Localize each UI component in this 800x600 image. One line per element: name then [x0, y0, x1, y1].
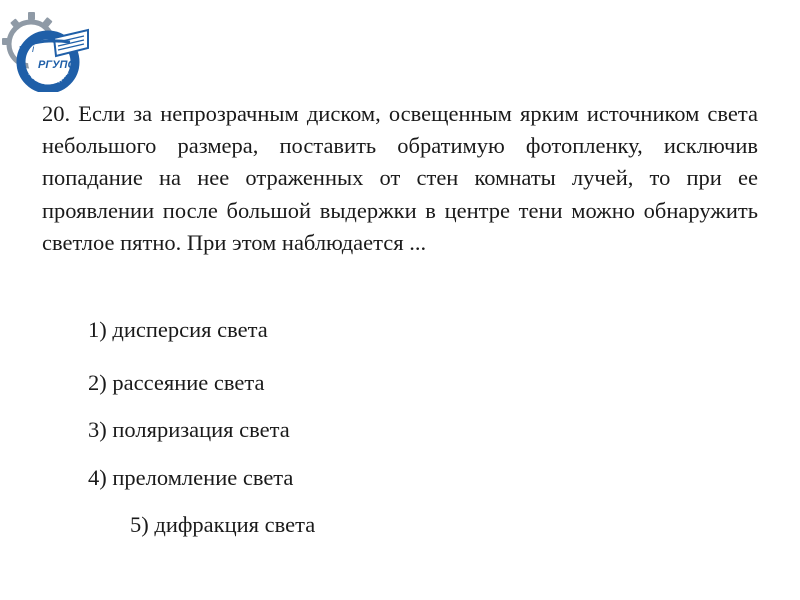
svg-text:i: i: [32, 44, 35, 55]
logo-label: РГУПС: [38, 59, 76, 71]
answer-option-4[interactable]: 4) преломление света: [88, 465, 294, 490]
answer-option-2[interactable]: 2) рассеяние света: [88, 370, 265, 395]
logo-ring-text: РОСТОВ-НА-ДОНУ: [26, 69, 72, 87]
answer-option-1[interactable]: 1) дисперсия света: [88, 317, 268, 342]
answer-option-3[interactable]: 3) поляризация света: [88, 417, 290, 442]
answer-option-5[interactable]: 5) дифракция света: [130, 512, 316, 537]
question-text: 20. Если за непрозрачным диском, освещенным ярким источником света небольшого размера, поставить обратимую фотопленку, исключив попадание на нее отраженных от стен комнаты лучей, то при ее проявлении после большой выдержки в центре тени можно обнаружить светлое пятно. При этом наблюдается ...: [42, 101, 758, 255]
